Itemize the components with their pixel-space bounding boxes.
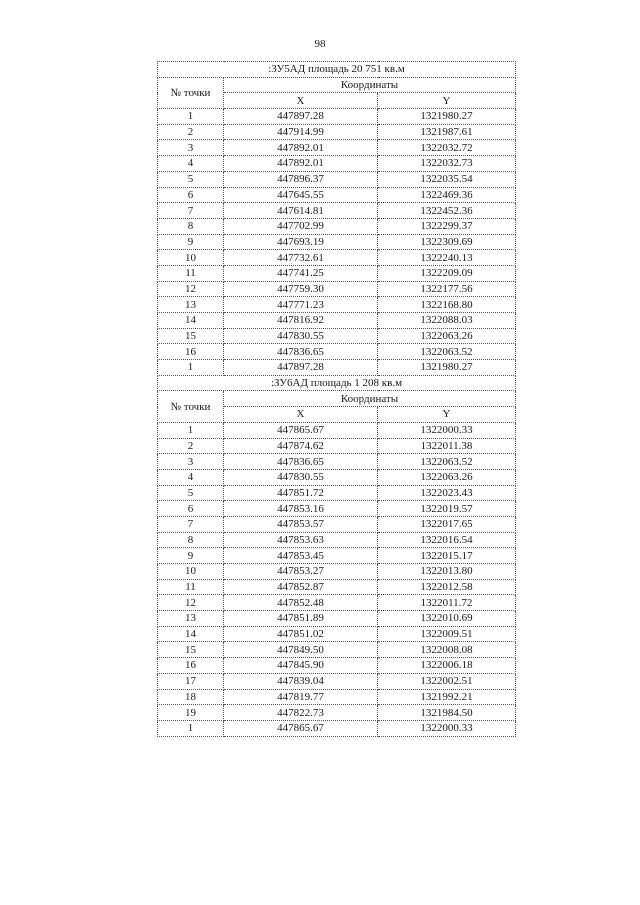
y-coordinate-cell: 1322063.52 [378,454,516,470]
table-row [158,422,516,438]
x-coordinate-cell: 447852.48 [224,595,378,611]
y-coordinate-cell: 1322011.72 [378,595,516,611]
y-coordinate-cell: 1322452.36 [378,203,516,219]
table-row [158,611,516,627]
x-coordinate-cell: 447845.90 [224,658,378,674]
table-row [158,109,516,125]
x-coordinate-cell: 447914.99 [224,124,378,140]
y-coordinate-cell: 1322299.37 [378,218,516,234]
point-number-cell: 19 [158,705,224,721]
x-coordinate-cell: 447822.73 [224,705,378,721]
table-row [158,218,516,234]
table-row [158,642,516,658]
table-row [158,626,516,642]
x-coordinate-cell: 447702.99 [224,218,378,234]
table-row [158,673,516,689]
y-coordinate-cell: 1322006.18 [378,658,516,674]
point-number-cell: 11 [158,579,224,595]
x-coordinate-cell: 447830.55 [224,328,378,344]
y-coordinate-cell: 1322469.36 [378,187,516,203]
y-coordinate-cell: 1322209.09 [378,265,516,281]
point-number-cell: 14 [158,626,224,642]
point-number-cell: 1 [158,109,224,125]
y-coordinate-cell: 1322063.26 [378,328,516,344]
y-coordinate-cell: 1322063.52 [378,344,516,360]
x-coordinate-cell: 447836.65 [224,454,378,470]
point-number-cell: 2 [158,438,224,454]
section-title: :ЗУ5АД площадь 20 751 кв.м [158,62,516,78]
point-number-cell: 7 [158,203,224,219]
x-coordinate-cell: 447849.50 [224,642,378,658]
x-coordinate-cell: 447852.87 [224,579,378,595]
y-coordinate-cell: 1321987.61 [378,124,516,140]
point-number-header: № точки [158,77,224,108]
point-number-cell: 11 [158,265,224,281]
point-number-cell: 1 [158,360,224,376]
y-coordinate-cell: 1322008.08 [378,642,516,658]
table-row [158,344,516,360]
point-number-cell: 15 [158,642,224,658]
y-coordinate-cell: 1322035.54 [378,171,516,187]
table-row [158,454,516,470]
x-coordinate-cell: 447897.28 [224,360,378,376]
y-coordinate-cell: 1322000.33 [378,422,516,438]
table-row [158,124,516,140]
x-coordinate-cell: 447853.27 [224,564,378,580]
table-row [158,438,516,454]
y-coordinate-cell: 1322017.65 [378,516,516,532]
x-coordinate-cell: 447853.63 [224,532,378,548]
table-row [158,250,516,266]
x-coordinate-cell: 447853.45 [224,548,378,564]
table-row [158,579,516,595]
table-row [158,658,516,674]
section-title: :ЗУ6АД площадь 1 208 кв.м [158,375,516,391]
x-coordinate-cell: 447614.81 [224,203,378,219]
point-number-cell: 7 [158,516,224,532]
table-row [158,689,516,705]
y-coordinate-cell: 1322000.33 [378,720,516,736]
point-number-cell: 8 [158,218,224,234]
coordinates-header: Координаты [224,391,516,407]
y-coordinate-cell: 1322015.17 [378,548,516,564]
table-row [158,469,516,485]
x-coordinate-cell: 447892.01 [224,156,378,172]
x-coordinate-cell: 447759.30 [224,281,378,297]
x-coordinate-cell: 447851.72 [224,485,378,501]
point-number-cell: 12 [158,281,224,297]
table-row [158,171,516,187]
x-coordinate-cell: 447645.55 [224,187,378,203]
point-number-cell: 10 [158,564,224,580]
point-number-cell: 15 [158,328,224,344]
y-coordinate-cell: 1322016.54 [378,532,516,548]
y-coordinate-cell: 1322009.51 [378,626,516,642]
x-header: X [224,93,378,109]
point-number-cell: 16 [158,658,224,674]
point-number-cell: 17 [158,673,224,689]
point-number-cell: 18 [158,689,224,705]
y-coordinate-cell: 1321992.21 [378,689,516,705]
x-coordinate-cell: 447839.04 [224,673,378,689]
table-row [158,516,516,532]
point-number-cell: 12 [158,595,224,611]
y-coordinate-cell: 1321980.27 [378,109,516,125]
section-title-row [158,375,516,391]
table-row [158,705,516,721]
y-coordinate-cell: 1321984.50 [378,705,516,721]
y-coordinate-cell: 1322013.80 [378,564,516,580]
coordinates-header: Координаты [224,77,516,93]
point-number-cell: 4 [158,469,224,485]
header-row [158,77,516,93]
x-coordinate-cell: 447851.02 [224,626,378,642]
x-coordinate-cell: 447830.55 [224,469,378,485]
y-coordinate-cell: 1322177.56 [378,281,516,297]
table-row [158,360,516,376]
header-row [158,391,516,407]
point-number-cell: 5 [158,171,224,187]
table-row [158,501,516,517]
point-number-cell: 6 [158,501,224,517]
x-coordinate-cell: 447853.57 [224,516,378,532]
x-coordinate-cell: 447853.16 [224,501,378,517]
x-coordinate-cell: 447897.28 [224,109,378,125]
table-row [158,265,516,281]
x-coordinate-cell: 447874.62 [224,438,378,454]
point-number-cell: 13 [158,297,224,313]
y-coordinate-cell: 1322063.26 [378,469,516,485]
x-coordinate-cell: 447865.67 [224,720,378,736]
x-coordinate-cell: 447732.61 [224,250,378,266]
point-number-cell: 2 [158,124,224,140]
x-coordinate-cell: 447741.25 [224,265,378,281]
x-coordinate-cell: 447819.77 [224,689,378,705]
point-number-header: № точки [158,391,224,422]
y-coordinate-cell: 1322240.13 [378,250,516,266]
table-row [158,548,516,564]
y-coordinate-cell: 1321980.27 [378,360,516,376]
coordinates-table-body [158,62,516,737]
y-coordinate-cell: 1322032.73 [378,156,516,172]
table-row [158,203,516,219]
y-coordinate-cell: 1322309.69 [378,234,516,250]
x-coordinate-cell: 447771.23 [224,297,378,313]
x-coordinate-cell: 447896.37 [224,171,378,187]
y-coordinate-cell: 1322012.58 [378,579,516,595]
x-coordinate-cell: 447693.19 [224,234,378,250]
point-number-cell: 8 [158,532,224,548]
table-row [158,532,516,548]
point-number-cell: 5 [158,485,224,501]
y-coordinate-cell: 1322011.38 [378,438,516,454]
point-number-cell: 10 [158,250,224,266]
y-coordinate-cell: 1322168.80 [378,297,516,313]
x-coordinate-cell: 447865.67 [224,422,378,438]
table-row [158,187,516,203]
point-number-cell: 1 [158,720,224,736]
table-row [158,313,516,329]
point-number-cell: 1 [158,422,224,438]
section-title-row [158,62,516,78]
table-row [158,281,516,297]
table-row [158,156,516,172]
table-row [158,564,516,580]
point-number-cell: 9 [158,548,224,564]
y-coordinate-cell: 1322088.03 [378,313,516,329]
table-row [158,140,516,156]
x-coordinate-cell: 447851.89 [224,611,378,627]
table-row [158,485,516,501]
coordinates-table [157,61,516,737]
point-number-cell: 4 [158,156,224,172]
table-row [158,328,516,344]
point-number-cell: 3 [158,140,224,156]
y-coordinate-cell: 1322023.43 [378,485,516,501]
table-row [158,234,516,250]
point-number-cell: 3 [158,454,224,470]
table-row [158,595,516,611]
y-coordinate-cell: 1322019.57 [378,501,516,517]
point-number-cell: 13 [158,611,224,627]
y-coordinate-cell: 1322032.72 [378,140,516,156]
table-row [158,720,516,736]
y-coordinate-cell: 1322002.51 [378,673,516,689]
x-coordinate-cell: 447816.92 [224,313,378,329]
x-header: X [224,407,378,423]
x-coordinate-cell: 447892.01 [224,140,378,156]
point-number-cell: 16 [158,344,224,360]
page-number: 98 [314,38,326,50]
x-coordinate-cell: 447836.65 [224,344,378,360]
point-number-cell: 6 [158,187,224,203]
point-number-cell: 14 [158,313,224,329]
y-header: Y [378,407,516,423]
point-number-cell: 9 [158,234,224,250]
y-coordinate-cell: 1322010.69 [378,611,516,627]
y-header: Y [378,93,516,109]
table-row [158,297,516,313]
